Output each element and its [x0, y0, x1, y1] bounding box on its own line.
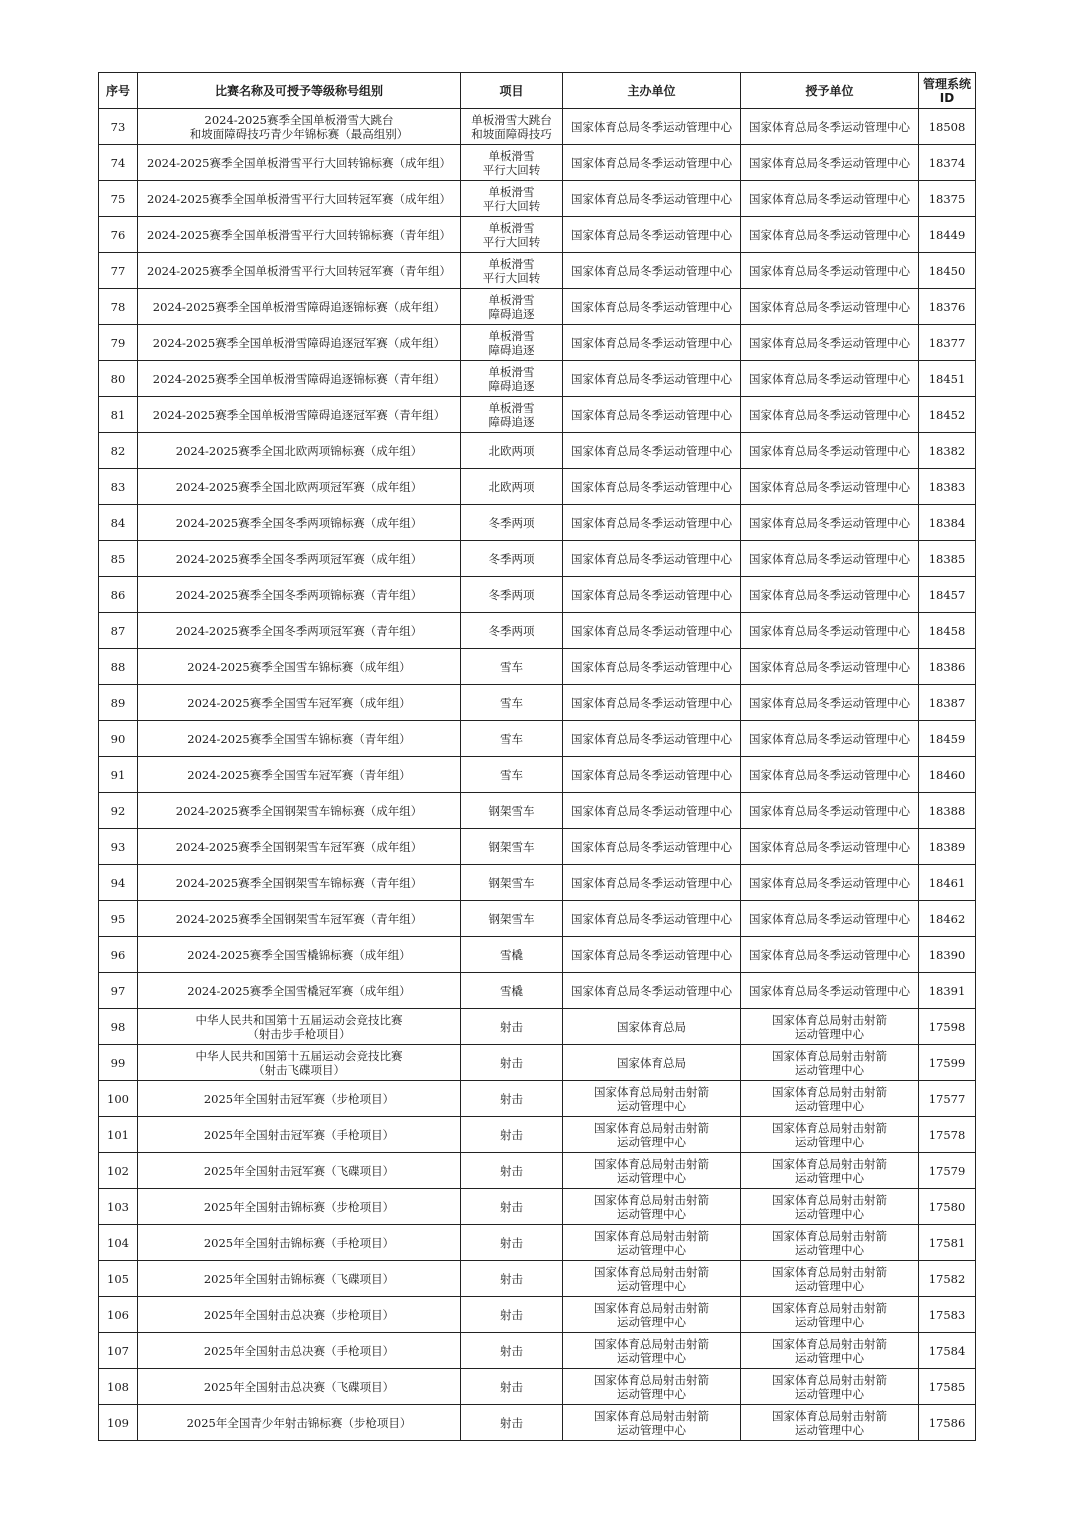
- cell-system-id: 18458: [919, 613, 976, 649]
- cell-seq: 88: [99, 649, 138, 685]
- header-event: 项目: [461, 73, 563, 109]
- cell-granting-unit: 国家体育总局射击射箭 运动管理中心: [741, 1369, 919, 1405]
- header-row: [99, 73, 976, 109]
- cell-seq: 103: [99, 1189, 138, 1225]
- table-row: [99, 433, 976, 469]
- cell-granting-unit: 国家体育总局射击射箭 运动管理中心: [741, 1225, 919, 1261]
- cell-competition-name: 2025年全国射击锦标赛（飞碟项目）: [138, 1261, 461, 1297]
- table-row: [99, 1261, 976, 1297]
- cell-system-id: 17584: [919, 1333, 976, 1369]
- table-row: [99, 973, 976, 1009]
- cell-seq: 94: [99, 865, 138, 901]
- cell-system-id: 17598: [919, 1009, 976, 1045]
- cell-seq: 102: [99, 1153, 138, 1189]
- cell-system-id: 18384: [919, 505, 976, 541]
- header-granting-unit: 授予单位: [741, 73, 919, 109]
- cell-seq: 92: [99, 793, 138, 829]
- cell-seq: 82: [99, 433, 138, 469]
- cell-competition-name: 2025年全国射击锦标赛（手枪项目）: [138, 1225, 461, 1261]
- cell-organizer: 国家体育总局: [563, 1009, 741, 1045]
- cell-organizer: 国家体育总局冬季运动管理中心: [563, 505, 741, 541]
- cell-granting-unit: 国家体育总局射击射箭 运动管理中心: [741, 1405, 919, 1441]
- cell-organizer: 国家体育总局冬季运动管理中心: [563, 217, 741, 253]
- cell-system-id: 17583: [919, 1297, 976, 1333]
- table-row: [99, 1081, 976, 1117]
- cell-system-id: 18389: [919, 829, 976, 865]
- table-row: [99, 1297, 976, 1333]
- cell-organizer: 国家体育总局射击射箭 运动管理中心: [563, 1189, 741, 1225]
- cell-granting-unit: 国家体育总局冬季运动管理中心: [741, 361, 919, 397]
- cell-system-id: 18377: [919, 325, 976, 361]
- cell-competition-name: 2024-2025赛季全国冬季两项锦标赛（青年组）: [138, 577, 461, 613]
- cell-granting-unit: 国家体育总局冬季运动管理中心: [741, 937, 919, 973]
- cell-system-id: 18390: [919, 937, 976, 973]
- cell-competition-name: 2025年全国射击冠军赛（手枪项目）: [138, 1117, 461, 1153]
- cell-event: 射击: [461, 1117, 563, 1153]
- cell-granting-unit: 国家体育总局冬季运动管理中心: [741, 901, 919, 937]
- cell-granting-unit: 国家体育总局射击射箭 运动管理中心: [741, 1117, 919, 1153]
- cell-competition-name: 2024-2025赛季全国单板滑雪大跳台 和坡面障碍技巧青少年锦标赛（最高组别）: [138, 109, 461, 145]
- cell-granting-unit: 国家体育总局射击射箭 运动管理中心: [741, 1045, 919, 1081]
- cell-competition-name: 2024-2025赛季全国单板滑雪障碍追逐冠军赛（成年组）: [138, 325, 461, 361]
- table-row: [99, 757, 976, 793]
- cell-granting-unit: 国家体育总局射击射箭 运动管理中心: [741, 1153, 919, 1189]
- table-row: [99, 145, 976, 181]
- cell-seq: 81: [99, 397, 138, 433]
- cell-system-id: 17586: [919, 1405, 976, 1441]
- table-row: [99, 253, 976, 289]
- cell-organizer: 国家体育总局冬季运动管理中心: [563, 649, 741, 685]
- cell-organizer: 国家体育总局冬季运动管理中心: [563, 361, 741, 397]
- cell-event: 北欧两项: [461, 469, 563, 505]
- cell-competition-name: 2024-2025赛季全国北欧两项冠军赛（成年组）: [138, 469, 461, 505]
- cell-competition-name: 2024-2025赛季全国钢架雪车锦标赛（成年组）: [138, 793, 461, 829]
- cell-organizer: 国家体育总局冬季运动管理中心: [563, 757, 741, 793]
- cell-organizer: 国家体育总局冬季运动管理中心: [563, 685, 741, 721]
- cell-seq: 101: [99, 1117, 138, 1153]
- cell-system-id: 17581: [919, 1225, 976, 1261]
- cell-system-id: 18459: [919, 721, 976, 757]
- table-row: [99, 1117, 976, 1153]
- cell-seq: 97: [99, 973, 138, 1009]
- cell-granting-unit: 国家体育总局冬季运动管理中心: [741, 793, 919, 829]
- table-row: [99, 1009, 976, 1045]
- table-row: [99, 217, 976, 253]
- cell-seq: 107: [99, 1333, 138, 1369]
- cell-seq: 91: [99, 757, 138, 793]
- cell-competition-name: 2024-2025赛季全国雪车冠军赛（青年组）: [138, 757, 461, 793]
- cell-competition-name: 2025年全国射击冠军赛（飞碟项目）: [138, 1153, 461, 1189]
- header-competition-name: 比赛名称及可授予等级称号组别: [138, 73, 461, 109]
- cell-organizer: 国家体育总局冬季运动管理中心: [563, 289, 741, 325]
- cell-seq: 98: [99, 1009, 138, 1045]
- cell-event: 射击: [461, 1261, 563, 1297]
- cell-organizer: 国家体育总局冬季运动管理中心: [563, 613, 741, 649]
- cell-competition-name: 2024-2025赛季全国冬季两项锦标赛（成年组）: [138, 505, 461, 541]
- cell-event: 冬季两项: [461, 613, 563, 649]
- cell-seq: 74: [99, 145, 138, 181]
- cell-event: 单板滑雪 障碍追逐: [461, 361, 563, 397]
- cell-event: 雪橇: [461, 937, 563, 973]
- cell-competition-name: 2024-2025赛季全国北欧两项锦标赛（成年组）: [138, 433, 461, 469]
- cell-event: 单板滑雪 障碍追逐: [461, 325, 563, 361]
- cell-competition-name: 2024-2025赛季全国冬季两项冠军赛（成年组）: [138, 541, 461, 577]
- table-row: [99, 505, 976, 541]
- cell-system-id: 18452: [919, 397, 976, 433]
- cell-system-id: 18375: [919, 181, 976, 217]
- cell-organizer: 国家体育总局射击射箭 运动管理中心: [563, 1297, 741, 1333]
- cell-granting-unit: 国家体育总局射击射箭 运动管理中心: [741, 1189, 919, 1225]
- cell-granting-unit: 国家体育总局冬季运动管理中心: [741, 613, 919, 649]
- cell-organizer: 国家体育总局冬季运动管理中心: [563, 793, 741, 829]
- cell-system-id: 18462: [919, 901, 976, 937]
- cell-seq: 104: [99, 1225, 138, 1261]
- cell-competition-name: 2024-2025赛季全国雪车冠军赛（成年组）: [138, 685, 461, 721]
- cell-granting-unit: 国家体育总局射击射箭 运动管理中心: [741, 1297, 919, 1333]
- table-row: [99, 289, 976, 325]
- cell-seq: 77: [99, 253, 138, 289]
- cell-event: 冬季两项: [461, 541, 563, 577]
- cell-granting-unit: 国家体育总局冬季运动管理中心: [741, 577, 919, 613]
- table-row: [99, 469, 976, 505]
- cell-granting-unit: 国家体育总局冬季运动管理中心: [741, 181, 919, 217]
- cell-system-id: 18376: [919, 289, 976, 325]
- cell-organizer: 国家体育总局冬季运动管理中心: [563, 469, 741, 505]
- cell-organizer: 国家体育总局冬季运动管理中心: [563, 721, 741, 757]
- cell-organizer: 国家体育总局射击射箭 运动管理中心: [563, 1117, 741, 1153]
- cell-system-id: 18461: [919, 865, 976, 901]
- cell-seq: 73: [99, 109, 138, 145]
- table-row: [99, 829, 976, 865]
- table-row: [99, 685, 976, 721]
- cell-event: 单板滑雪 平行大回转: [461, 145, 563, 181]
- cell-granting-unit: 国家体育总局冬季运动管理中心: [741, 829, 919, 865]
- cell-granting-unit: 国家体育总局冬季运动管理中心: [741, 325, 919, 361]
- cell-system-id: 17577: [919, 1081, 976, 1117]
- cell-granting-unit: 国家体育总局射击射箭 运动管理中心: [741, 1009, 919, 1045]
- cell-seq: 99: [99, 1045, 138, 1081]
- cell-competition-name: 2024-2025赛季全国雪橇冠军赛（成年组）: [138, 973, 461, 1009]
- cell-competition-name: 2025年全国射击总决赛（飞碟项目）: [138, 1369, 461, 1405]
- cell-organizer: 国家体育总局冬季运动管理中心: [563, 901, 741, 937]
- cell-organizer: 国家体育总局冬季运动管理中心: [563, 397, 741, 433]
- cell-seq: 100: [99, 1081, 138, 1117]
- cell-event: 钢架雪车: [461, 793, 563, 829]
- table-row: [99, 577, 976, 613]
- cell-competition-name: 2024-2025赛季全国冬季两项冠军赛（青年组）: [138, 613, 461, 649]
- cell-organizer: 国家体育总局冬季运动管理中心: [563, 145, 741, 181]
- cell-event: 单板滑雪大跳台 和坡面障碍技巧: [461, 109, 563, 145]
- cell-granting-unit: 国家体育总局冬季运动管理中心: [741, 109, 919, 145]
- cell-granting-unit: 国家体育总局冬季运动管理中心: [741, 397, 919, 433]
- cell-event: 钢架雪车: [461, 829, 563, 865]
- cell-system-id: 17585: [919, 1369, 976, 1405]
- table-row: [99, 1153, 976, 1189]
- cell-event: 冬季两项: [461, 505, 563, 541]
- cell-event: 射击: [461, 1081, 563, 1117]
- cell-granting-unit: 国家体育总局冬季运动管理中心: [741, 253, 919, 289]
- cell-system-id: 18391: [919, 973, 976, 1009]
- cell-granting-unit: 国家体育总局冬季运动管理中心: [741, 289, 919, 325]
- cell-seq: 108: [99, 1369, 138, 1405]
- cell-system-id: 18386: [919, 649, 976, 685]
- cell-granting-unit: 国家体育总局射击射箭 运动管理中心: [741, 1081, 919, 1117]
- cell-seq: 95: [99, 901, 138, 937]
- cell-competition-name: 2024-2025赛季全国钢架雪车冠军赛（青年组）: [138, 901, 461, 937]
- table-row: [99, 1045, 976, 1081]
- cell-event: 钢架雪车: [461, 901, 563, 937]
- cell-system-id: 18382: [919, 433, 976, 469]
- cell-organizer: 国家体育总局冬季运动管理中心: [563, 865, 741, 901]
- cell-granting-unit: 国家体育总局射击射箭 运动管理中心: [741, 1261, 919, 1297]
- cell-system-id: 18450: [919, 253, 976, 289]
- cell-competition-name: 2024-2025赛季全国钢架雪车锦标赛（青年组）: [138, 865, 461, 901]
- cell-seq: 78: [99, 289, 138, 325]
- cell-competition-name: 2024-2025赛季全国雪橇锦标赛（成年组）: [138, 937, 461, 973]
- table-row: [99, 793, 976, 829]
- cell-seq: 90: [99, 721, 138, 757]
- cell-competition-name: 2024-2025赛季全国单板滑雪障碍追逐锦标赛（成年组）: [138, 289, 461, 325]
- cell-organizer: 国家体育总局射击射箭 运动管理中心: [563, 1369, 741, 1405]
- cell-competition-name: 中华人民共和国第十五届运动会竞技比赛 （射击飞碟项目）: [138, 1045, 461, 1081]
- cell-event: 单板滑雪 平行大回转: [461, 181, 563, 217]
- cell-system-id: 18457: [919, 577, 976, 613]
- cell-seq: 86: [99, 577, 138, 613]
- cell-event: 雪车: [461, 685, 563, 721]
- cell-event: 单板滑雪 障碍追逐: [461, 289, 563, 325]
- cell-competition-name: 2024-2025赛季全国钢架雪车冠军赛（成年组）: [138, 829, 461, 865]
- table-row: [99, 649, 976, 685]
- cell-granting-unit: 国家体育总局冬季运动管理中心: [741, 217, 919, 253]
- cell-system-id: 17599: [919, 1045, 976, 1081]
- cell-competition-name: 2024-2025赛季全国单板滑雪障碍追逐冠军赛（青年组）: [138, 397, 461, 433]
- cell-organizer: 国家体育总局射击射箭 运动管理中心: [563, 1153, 741, 1189]
- cell-system-id: 18385: [919, 541, 976, 577]
- cell-organizer: 国家体育总局冬季运动管理中心: [563, 253, 741, 289]
- table-row: [99, 613, 976, 649]
- cell-organizer: 国家体育总局射击射箭 运动管理中心: [563, 1081, 741, 1117]
- cell-event: 雪车: [461, 649, 563, 685]
- cell-system-id: 17582: [919, 1261, 976, 1297]
- cell-competition-name: 2024-2025赛季全国单板滑雪障碍追逐锦标赛（青年组）: [138, 361, 461, 397]
- cell-event: 射击: [461, 1153, 563, 1189]
- cell-organizer: 国家体育总局: [563, 1045, 741, 1081]
- cell-system-id: 17578: [919, 1117, 976, 1153]
- cell-competition-name: 2024-2025赛季全国单板滑雪平行大回转锦标赛（成年组）: [138, 145, 461, 181]
- table-row: [99, 181, 976, 217]
- cell-system-id: 17580: [919, 1189, 976, 1225]
- table-row: [99, 901, 976, 937]
- cell-seq: 109: [99, 1405, 138, 1441]
- cell-organizer: 国家体育总局冬季运动管理中心: [563, 829, 741, 865]
- cell-competition-name: 2025年全国射击锦标赛（步枪项目）: [138, 1189, 461, 1225]
- cell-event: 雪车: [461, 757, 563, 793]
- cell-seq: 106: [99, 1297, 138, 1333]
- cell-granting-unit: 国家体育总局冬季运动管理中心: [741, 757, 919, 793]
- table-row: [99, 1189, 976, 1225]
- cell-seq: 105: [99, 1261, 138, 1297]
- cell-granting-unit: 国家体育总局冬季运动管理中心: [741, 685, 919, 721]
- cell-system-id: 17579: [919, 1153, 976, 1189]
- cell-seq: 83: [99, 469, 138, 505]
- cell-competition-name: 2024-2025赛季全国雪车锦标赛（青年组）: [138, 721, 461, 757]
- cell-seq: 89: [99, 685, 138, 721]
- cell-organizer: 国家体育总局冬季运动管理中心: [563, 973, 741, 1009]
- header-system-id: 管理系统 ID: [919, 73, 976, 109]
- cell-granting-unit: 国家体育总局冬季运动管理中心: [741, 721, 919, 757]
- cell-organizer: 国家体育总局冬季运动管理中心: [563, 577, 741, 613]
- cell-system-id: 18451: [919, 361, 976, 397]
- cell-event: 射击: [461, 1009, 563, 1045]
- cell-organizer: 国家体育总局冬季运动管理中心: [563, 541, 741, 577]
- cell-organizer: 国家体育总局冬季运动管理中心: [563, 109, 741, 145]
- cell-competition-name: 中华人民共和国第十五届运动会竞技比赛 （射击步手枪项目）: [138, 1009, 461, 1045]
- table-row: [99, 865, 976, 901]
- cell-event: 射击: [461, 1333, 563, 1369]
- header-organizer: 主办单位: [563, 73, 741, 109]
- cell-competition-name: 2025年全国射击总决赛（手枪项目）: [138, 1333, 461, 1369]
- cell-organizer: 国家体育总局射击射箭 运动管理中心: [563, 1225, 741, 1261]
- cell-event: 射击: [461, 1225, 563, 1261]
- cell-granting-unit: 国家体育总局冬季运动管理中心: [741, 973, 919, 1009]
- table-row: [99, 361, 976, 397]
- cell-granting-unit: 国家体育总局冬季运动管理中心: [741, 469, 919, 505]
- cell-competition-name: 2024-2025赛季全国雪车锦标赛（成年组）: [138, 649, 461, 685]
- cell-organizer: 国家体育总局冬季运动管理中心: [563, 937, 741, 973]
- cell-organizer: 国家体育总局射击射箭 运动管理中心: [563, 1405, 741, 1441]
- table-row: [99, 1369, 976, 1405]
- cell-event: 射击: [461, 1045, 563, 1081]
- cell-system-id: 18460: [919, 757, 976, 793]
- cell-competition-name: 2024-2025赛季全国单板滑雪平行大回转冠军赛（青年组）: [138, 253, 461, 289]
- cell-system-id: 18383: [919, 469, 976, 505]
- cell-granting-unit: 国家体育总局射击射箭 运动管理中心: [741, 1333, 919, 1369]
- cell-granting-unit: 国家体育总局冬季运动管理中心: [741, 505, 919, 541]
- cell-competition-name: 2025年全国射击总决赛（步枪项目）: [138, 1297, 461, 1333]
- table-row: [99, 397, 976, 433]
- cell-seq: 87: [99, 613, 138, 649]
- cell-granting-unit: 国家体育总局冬季运动管理中心: [741, 865, 919, 901]
- header-seq: 序号: [99, 73, 138, 109]
- cell-system-id: 18387: [919, 685, 976, 721]
- cell-system-id: 18508: [919, 109, 976, 145]
- table-row: [99, 1333, 976, 1369]
- table-row: [99, 325, 976, 361]
- cell-seq: 84: [99, 505, 138, 541]
- cell-event: 钢架雪车: [461, 865, 563, 901]
- cell-organizer: 国家体育总局冬季运动管理中心: [563, 181, 741, 217]
- cell-seq: 96: [99, 937, 138, 973]
- cell-event: 雪橇: [461, 973, 563, 1009]
- cell-granting-unit: 国家体育总局冬季运动管理中心: [741, 649, 919, 685]
- cell-competition-name: 2025年全国青少年射击锦标赛（步枪项目）: [138, 1405, 461, 1441]
- cell-event: 射击: [461, 1405, 563, 1441]
- cell-event: 单板滑雪 平行大回转: [461, 253, 563, 289]
- cell-seq: 85: [99, 541, 138, 577]
- table-row: [99, 721, 976, 757]
- cell-competition-name: 2025年全国射击冠军赛（步枪项目）: [138, 1081, 461, 1117]
- table-row: [99, 1405, 976, 1441]
- cell-competition-name: 2024-2025赛季全国单板滑雪平行大回转锦标赛（青年组）: [138, 217, 461, 253]
- cell-seq: 93: [99, 829, 138, 865]
- table-row: [99, 1225, 976, 1261]
- cell-event: 冬季两项: [461, 577, 563, 613]
- cell-granting-unit: 国家体育总局冬季运动管理中心: [741, 541, 919, 577]
- cell-event: 射击: [461, 1297, 563, 1333]
- cell-organizer: 国家体育总局射击射箭 运动管理中心: [563, 1333, 741, 1369]
- competition-table: [98, 72, 976, 1441]
- cell-seq: 76: [99, 217, 138, 253]
- cell-event: 射击: [461, 1369, 563, 1405]
- cell-seq: 79: [99, 325, 138, 361]
- table-row: [99, 109, 976, 145]
- cell-granting-unit: 国家体育总局冬季运动管理中心: [741, 433, 919, 469]
- cell-system-id: 18388: [919, 793, 976, 829]
- cell-event: 单板滑雪 平行大回转: [461, 217, 563, 253]
- cell-event: 射击: [461, 1189, 563, 1225]
- cell-organizer: 国家体育总局冬季运动管理中心: [563, 325, 741, 361]
- cell-seq: 75: [99, 181, 138, 217]
- cell-seq: 80: [99, 361, 138, 397]
- table-body: [99, 109, 976, 1441]
- cell-competition-name: 2024-2025赛季全国单板滑雪平行大回转冠军赛（成年组）: [138, 181, 461, 217]
- cell-event: 雪车: [461, 721, 563, 757]
- cell-organizer: 国家体育总局射击射箭 运动管理中心: [563, 1261, 741, 1297]
- table-row: [99, 541, 976, 577]
- cell-organizer: 国家体育总局冬季运动管理中心: [563, 433, 741, 469]
- cell-system-id: 18374: [919, 145, 976, 181]
- cell-system-id: 18449: [919, 217, 976, 253]
- cell-event: 北欧两项: [461, 433, 563, 469]
- cell-granting-unit: 国家体育总局冬季运动管理中心: [741, 145, 919, 181]
- cell-event: 单板滑雪 障碍追逐: [461, 397, 563, 433]
- table-row: [99, 937, 976, 973]
